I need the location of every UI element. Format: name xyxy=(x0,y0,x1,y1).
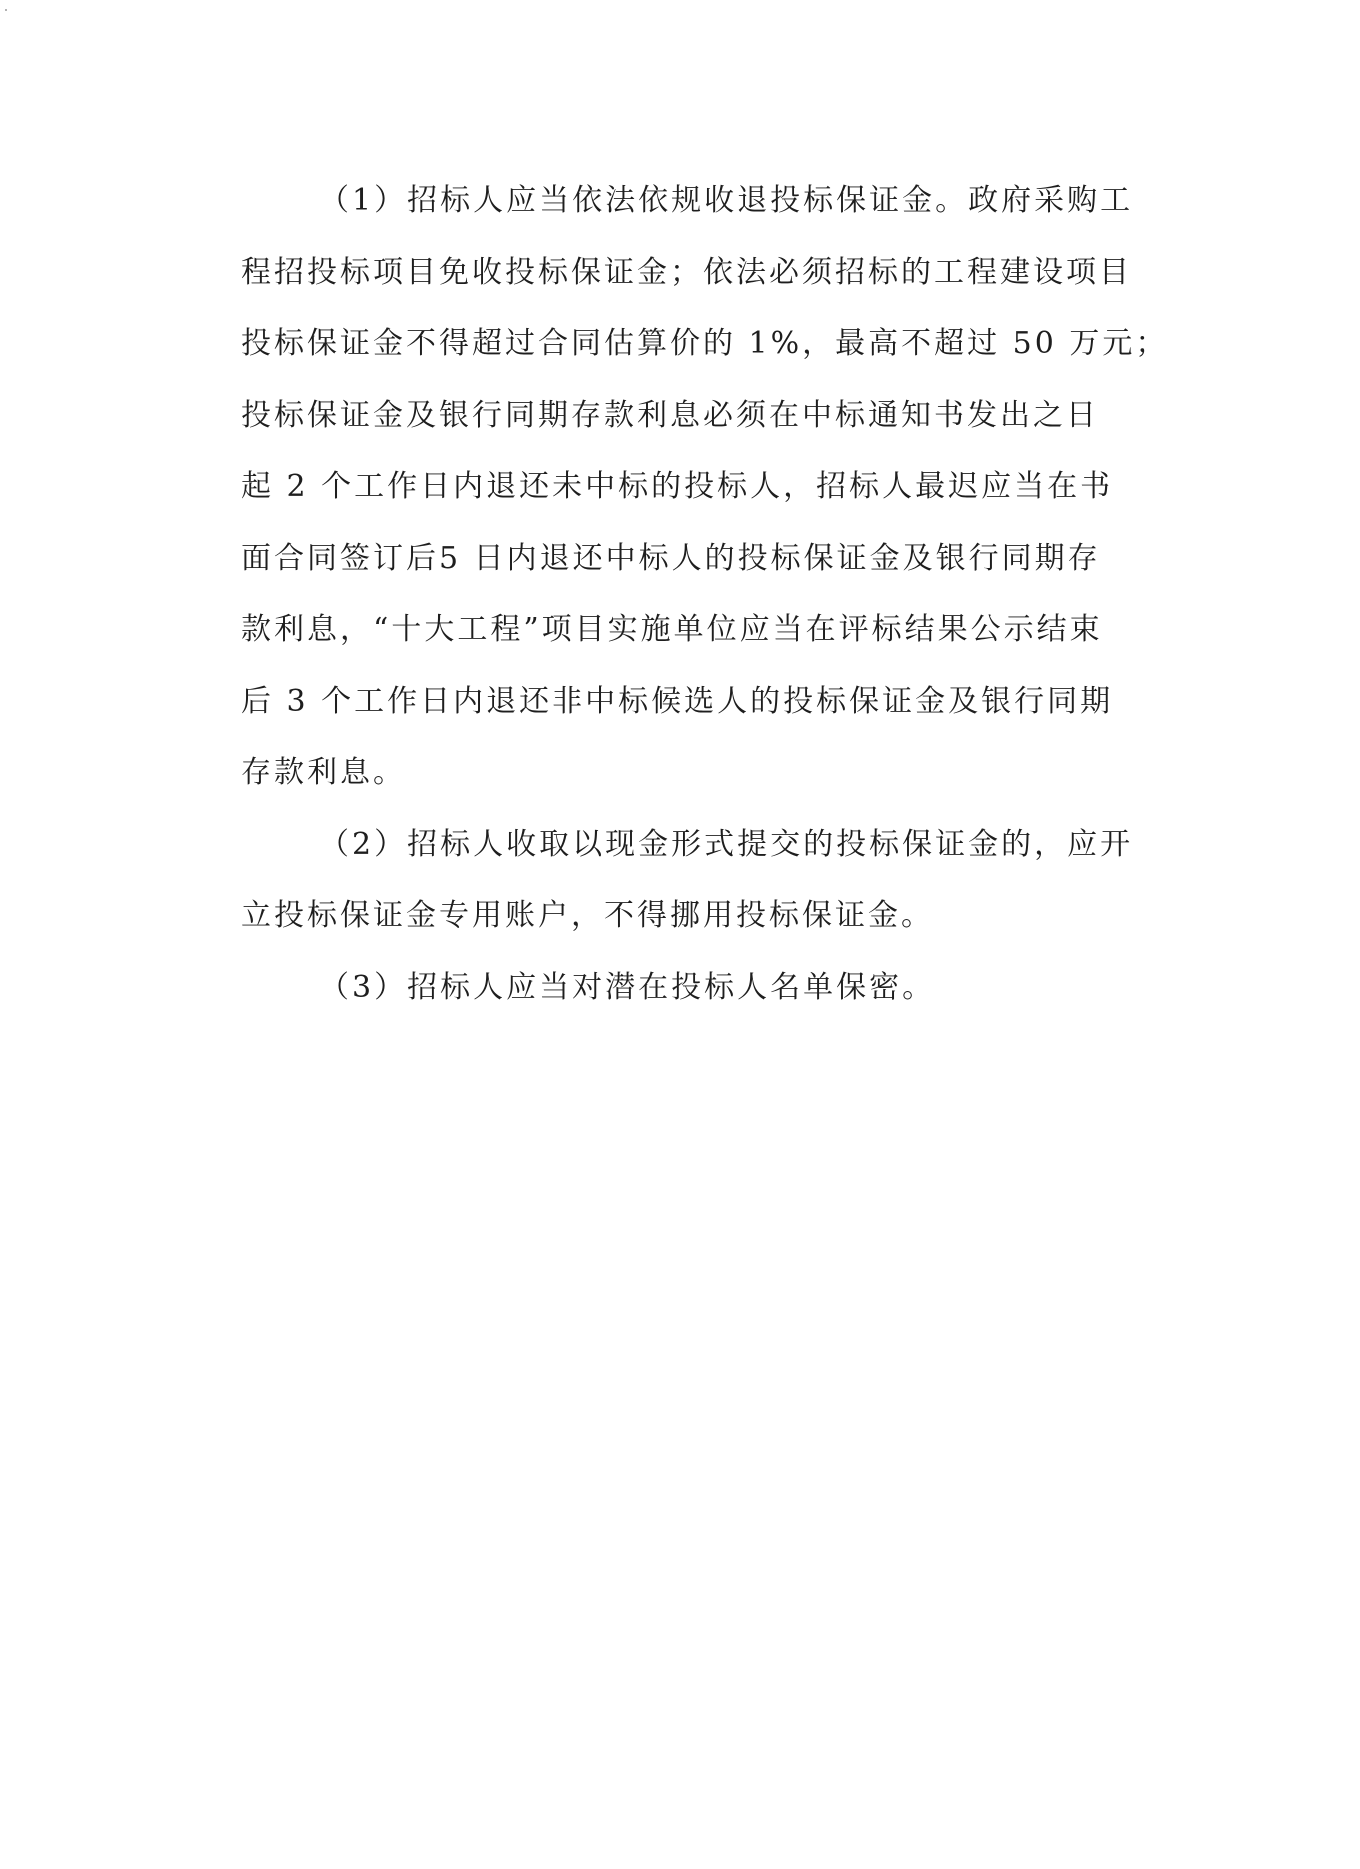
paragraph-line: （2）招标人收取以现金形式提交的投标保证金的，应开 xyxy=(319,826,1134,862)
scan-speck xyxy=(5,9,7,11)
paragraph-line: （3）招标人应当对潜在投标人名单保密。 xyxy=(319,969,936,1005)
paragraph-line: 立投标保证金专用账户，不得挪用投标保证金。 xyxy=(241,898,934,933)
paragraph-line: 程招投标项目免收投标保证金；依法必须招标的工程建设项目 xyxy=(241,254,1132,290)
paragraph-line: 起 2 个工作日内退还未中标的投标人，招标人最迟应当在书 xyxy=(241,469,1114,504)
paragraph-line: 后 3 个工作日内退还非中标候选人的投标保证金及银行同期 xyxy=(241,683,1114,719)
paragraph-line: 存款利息。 xyxy=(241,755,406,790)
paragraph-line: 面合同签订后5 日内退还中标人的投标保证金及银行同期存 xyxy=(241,540,1101,576)
paragraph-3 xyxy=(241,952,1161,1024)
paragraph-line: （1）招标人应当依法依规收退投标保证金。政府采购工 xyxy=(319,183,1134,218)
paragraph-1 xyxy=(241,165,1169,809)
paragraph-2 xyxy=(241,809,1161,952)
paragraph-line: 款利息，“十大工程”项目实施单位应当在评标结果公示结束 xyxy=(241,612,1103,647)
paragraph-line: 投标保证金及银行同期存款利息必须在中标通知书发出之日 xyxy=(241,397,1099,433)
paragraph-line: 投标保证金不得超过合同估算价的 1%，最高不超过 50 万元； xyxy=(241,326,1169,361)
document-body xyxy=(241,165,1169,1023)
